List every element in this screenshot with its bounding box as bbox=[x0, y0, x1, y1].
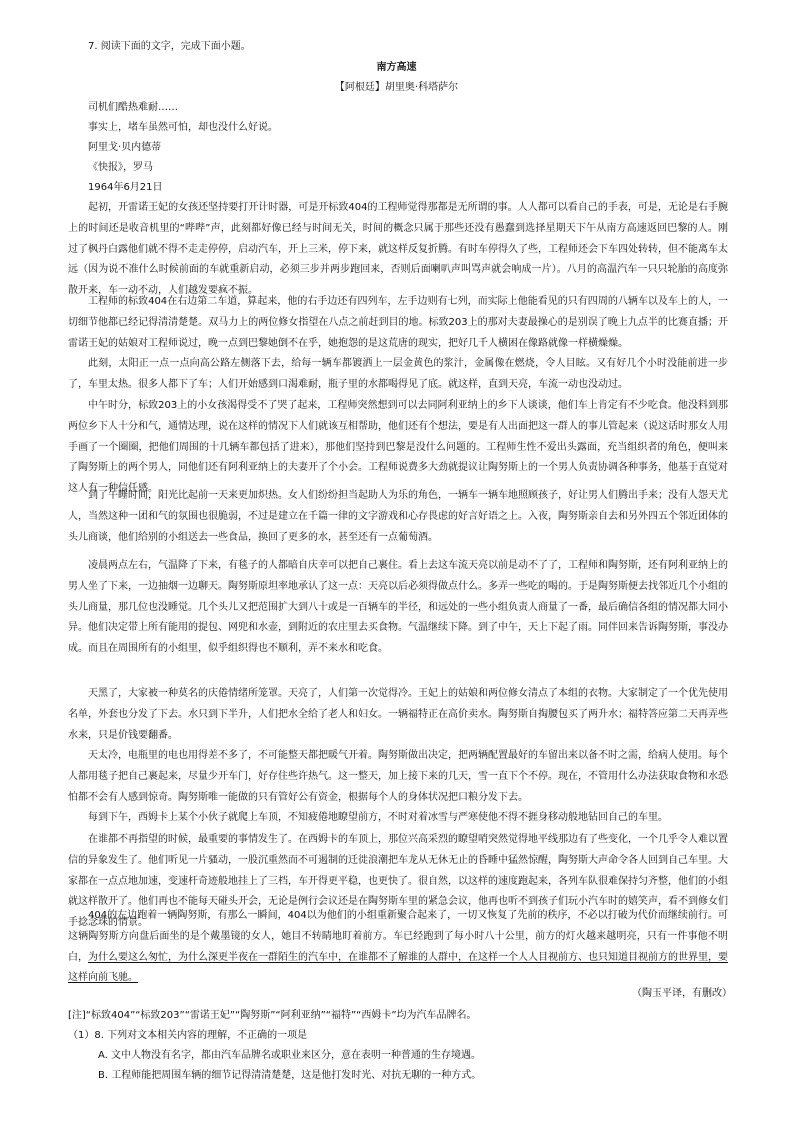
sub-question: （1）8. 下列对文本相关内容的理解，不正确的一项是 bbox=[68, 1030, 308, 1041]
author-line: 【阿根廷】胡里奥·科塔萨尔 bbox=[334, 82, 459, 93]
epigraph-source-author: 阿里戈·贝内德蒂 bbox=[88, 142, 162, 153]
paragraph-8: 天太冷，电瓶里的电也用得差不多了，不可能整天都把暖气开着。陶努斯做出决定，把两辆配置最好的车留出来以备不时之需，给病人使用。每个人都用毯子把自己裹起来，尽量少开车门，好存住些许热气。这一整天，加上接下来的几天，雪一直下个不停。现在，不管用什么办法获取食物和水恐怕都不会有人感到惊奇。陶努斯唯一能做的只有管好公有资金，根据每个人的身体状况把口粮分发下去。 bbox=[68, 750, 728, 803]
epigraph-source-paper: 《快报》，罗马 bbox=[88, 162, 153, 173]
question-intro: 7. 阅读下面的文字，完成下面小题。 bbox=[88, 41, 251, 52]
translator-credit: （陶玉平译，有删改） bbox=[632, 988, 732, 999]
option-b: B. 工程师能把周围车辆的细节记得清清楚楚，这是他打发时光、对抗无聊的一种方式。 bbox=[98, 1070, 482, 1081]
paragraph-11 bbox=[68, 906, 728, 984]
epigraph-line2: 事实上，堵车虽然可怕，却也没什么好说。 bbox=[88, 122, 278, 133]
epigraph-quote: 司机们酷热难耐…… bbox=[88, 102, 178, 113]
paragraph-5: 到了午睡时间，阳光比起前一天来更加炽热。女人们纷纷担当起助人为乐的角色，一辆车一辆车地照顾孩子，好让男人们腾出手来；没有人怨天尤人，当然这种一团和气的氛围也很脆弱，不过是建立在千篇一律的文字游戏和心存畏虑的好言好语之上。入夜，陶努斯亲自去和另外四五个邻近团体的头儿商谈，他们给别的小组送去一些食品，换回了更多的水，甚至还有一点葡萄酒。 bbox=[68, 490, 728, 543]
paragraph-3: 此刻，太阳正一点一点向高公路左侧落下去，给每一辆车都镀洒上一层金黄色的浆汁，金属像在燃烧，令人目眩。又有好几个小时没能前进一步了，车里太热。很多人都下了车；人们开始感到口渴难耐，瓶子里的水都喝得见了底。就这样，直到天亮，车流一动也没动过。 bbox=[68, 358, 728, 390]
underlined-sentence: 为什么要这么匆忙，为什么深更半夜在一群陌生的汽车中，在谁都不了解谁的人群中，在这样一个人人目视前方、也只知道目视前方的世界里，要这样向前飞驰。 bbox=[68, 951, 728, 984]
paragraph-2: 工程师的标致404在右边第二车道，算起来，他的右手边还有四列车，左手边则有七列，而实际上他能看见的只有四周的八辆车以及车上的人，一切细节他都已经记得清清楚楚。双马力上的两位修女指望在八点之前赶到目的地。标致203上的那对夫妻最操心的是别误了晚上九点半的比赛直播；开雷诺王妃的姑娘对工程师说过，晚一点到巴黎她倒不在乎，她抱怨的是这荒唐的现实，把好几千人横困在像路就像一样横燥燥。 bbox=[68, 296, 728, 349]
paragraph-6: 凌晨两点左右，气温降了下来，有毯子的人都暗自庆幸可以把自己裹住。看上去这车流天亮以前是动不了了，工程师和陶努斯，还有阿利亚纳上的男人坐了下来，一边抽烟一边聊天。陶努斯原坦率地承认了这一点：天亮以后必须得做点什么。多弄一些吃的喝的。于是陶努斯便去找邻近几个小组的头儿商量，那几位也没睡觉。几个头儿又把范围扩大到八十或是一百辆车的半径，和远处的一些小组负责人商量了一番，最后确信各组的情况都大同小异。他们决定带上所有能用的提包、网兜和水壶，到附近的农庄里去买食物。气温继续下降。到了中午，天上下起了雨。同伴回来告诉陶努斯，事没办成。而且在周围所有的小组里，似乎组织得也不顺利，弄不来水和吃食。 bbox=[68, 560, 728, 655]
paragraph-10: 在谁都不再指望的时候，最重要的事情发生了。在西姆卡的车顶上，那位兴高采烈的瞭望哨突然觉得地平线那边有了些变化，一个几乎令人难以置信的异象发生了。他们听见一片骚动，一股沉重然而不可遏制的迁徙浪潮把车龙从无休无止的昏睡中猛然惊醒，陶努斯大声命令各人回到自己车里。大家都在一点点地加速，变速杆奇迹般地挂上了三档，车开得更平稳，也更快了。很自然，以这样的速度跑起来，各列车队很难保持匀齐整，他们的小组就这样散开了。他们再也不能每天碰头开会，无论是例行会议还是在陶努斯车里的紧急会议，他再也听不到孩子们玩小汽车时的嬉笑声，看不到修女们手捻念珠的情景。 bbox=[68, 834, 728, 929]
epigraph-date: 1964年6月21日 bbox=[88, 182, 163, 193]
paragraph-9: 每到下午，西姆卡上某个小伙子就爬上车顶，不知疲倦地瞭望前方，不时对着冰雪与严寒使他不得不捱身移动般地钻回自己的车里。 bbox=[88, 812, 668, 823]
brand-note: [注]“标致404”“标致203”“雷诺王妃”“陶努斯”“阿利亚纳”“福特”“西姆卡”均为汽车品牌名。 bbox=[68, 1010, 477, 1021]
paragraph-1: 起初，开雷诺王妃的女孩还坚持要打开计时器，可是开标致404的工程师觉得那都是无所谓的事。人人都可以看自己的手表，可是，无论是右手腕上的时间还是收音机里的“哔哔”声，此刻都好像已经与时间无关，时间的概念只属于那些还没有愚蠢到选择星期天下午从南方高速返回巴黎的人。刚过了枫丹白露他们就不得不走走停停，启动汽车，开上三米，停下来，就这样反复折腾。有时车停得久了些，工程师还会下车四处转转，但不能离车太远（因为说不准什么时候前面的车就重新启动，必须三步并两步跑回来，否则后面喇叭声叫骂声就会响成一片）。八月的高温汽车一只只轮胎的高度弥散开来，车一动不动，人们越发要疯不振。 bbox=[68, 202, 728, 297]
option-a: A. 文中人物没有名字，都由汽车品牌名或职业来区分，意在表明一种普通的生存境遇。 bbox=[98, 1050, 482, 1061]
article-title: 南方高速 bbox=[376, 62, 417, 73]
paragraph-7: 天黑了，大家被一种莫名的庆倦情绪所笼罩。天亮了，人们第一次觉得冷。王妃上的姑娘和两位修女清点了本组的衣物。大家制定了一个优先使用名单，外套也分发了下去。水只到下半升，人们把水全给了老人和妇女。一辆福特正在高价卖水。陶努斯自掏腰包买了两升水；福特答应第二天再弄些水来，只是价钱要翻番。 bbox=[68, 688, 728, 741]
paragraph-4: 中午时分，标致203上的小女孩渴得受不了哭了起来，工程师突然想到可以去同阿利亚纳上的乡下人谈谈，他们车上肯定有不少吃食。他没料到那两位乡下人十分和气，通情达理，说在这样的情况下人们就该互相帮助，他们还有个想法，要是有人出面把这一群人的事儿管起来（说这话时那女人用手画了一个圈圈，把他们周围的十几辆车都包括了进来），那他们坚持到巴黎是没什么问题的。工程师生性不爱出头露面，充当组织者的角色，便叫来了陶努斯上的两个男人，同他们还有阿利亚纳上的夫妻开了个小会。工程师说费多大劲就提议让陶努斯上的一个男人负责协调各种事务，他基于直觉对这人有一种信任感。 bbox=[68, 400, 728, 495]
paragraph-11-text: 404的左边跑着一辆陶努斯，有那么一瞬间，404以为他们的小组重新聚合起来了，一切又恢复了先前的秩序，不必以打破为代价而继续前行。可这辆陶努斯方向盘后面坐的是个戴墨镜的女人，她目不转睛地盯着前方。车已经跑到了每小时八十公里，前方的灯火越来越明亮，只有一件事他不明白， bbox=[68, 910, 728, 963]
